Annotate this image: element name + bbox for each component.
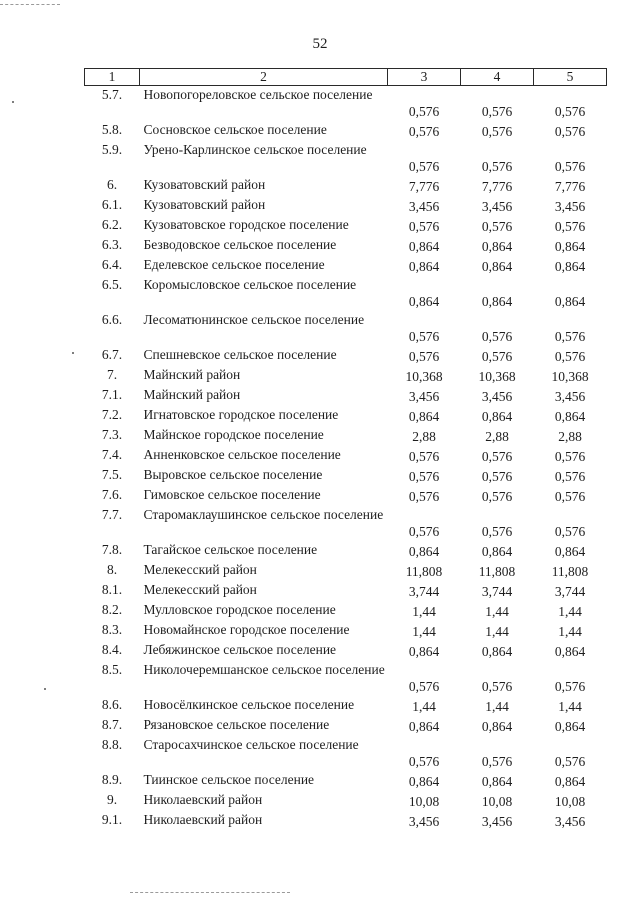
row-value-col5: 1,44 — [558, 604, 582, 619]
row-name: Майнский район — [143, 367, 241, 382]
scan-speck — [44, 688, 46, 690]
row-name: Николаевский район — [143, 792, 263, 807]
row-number: 6.2. — [101, 217, 123, 232]
row-name: Кузоватовское городское поселение — [143, 217, 349, 232]
row-name: Безводовское сельское поселение — [143, 237, 337, 252]
table-row — [85, 366, 607, 386]
row-number: 8.7. — [101, 717, 123, 732]
row-value-col4: 0,864 — [481, 719, 513, 734]
table-header-row — [85, 69, 607, 86]
row-value-col4: 0,576 — [481, 469, 513, 484]
row-value-col3: 0,576 — [408, 104, 440, 119]
table-row — [85, 696, 607, 716]
row-value-col5: 0,576 — [554, 449, 586, 464]
row-value-col3: 0,576 — [408, 524, 440, 539]
row-number: 5.9. — [101, 142, 123, 157]
row-value-col5: 3,456 — [554, 199, 586, 214]
row-value-col5: 0,864 — [554, 719, 586, 734]
row-number: 6.7. — [101, 347, 123, 362]
row-name: Николочеремшанское сельское поселение — [143, 662, 385, 677]
row-number: 8.4. — [101, 642, 123, 657]
table-body — [85, 86, 607, 832]
row-value-col3: 1,44 — [412, 604, 436, 619]
table-row — [85, 426, 607, 446]
row-number: 6.1. — [101, 197, 123, 212]
row-value-col5: 0,864 — [554, 239, 586, 254]
row-value-col4: 0,864 — [481, 409, 513, 424]
row-number: 8.2. — [101, 602, 123, 617]
row-value-col4: 0,576 — [481, 219, 513, 234]
row-value-col5: 0,576 — [554, 469, 586, 484]
row-name: Новосёлкинское сельское поселение — [143, 697, 355, 712]
row-number: 7.3. — [101, 427, 123, 442]
row-name: Игнатовское городское поселение — [143, 407, 339, 422]
table-row — [85, 256, 607, 276]
row-value-col3: 0,576 — [408, 754, 440, 769]
row-value-col3: 0,576 — [408, 329, 440, 344]
table-row — [85, 486, 607, 506]
row-name: Анненковское сельское поселение — [143, 447, 341, 462]
row-value-col3: 0,864 — [408, 409, 440, 424]
scan-speck — [12, 101, 14, 103]
row-value-col3: 1,44 — [412, 699, 436, 714]
row-value-col4: 0,576 — [481, 349, 513, 364]
table-row — [85, 791, 607, 811]
row-value-col3: 3,456 — [408, 389, 440, 404]
row-name: Лесоматюнинское сельское поселение — [143, 312, 365, 327]
row-value-col4: 0,576 — [481, 489, 513, 504]
row-value-col4: 3,456 — [481, 199, 513, 214]
row-value-col5: 10,08 — [554, 794, 586, 809]
row-name: Новомайнское городское поселение — [143, 622, 350, 637]
row-number: 6.3. — [101, 237, 123, 252]
row-number: 6.4. — [101, 257, 123, 272]
row-value-col5: 3,744 — [554, 584, 586, 599]
table-row — [85, 581, 607, 601]
row-value-col3: 7,776 — [408, 179, 440, 194]
row-number: 6.5. — [101, 277, 123, 292]
table-row — [85, 621, 607, 641]
table-row — [85, 311, 607, 346]
table-row — [85, 121, 607, 141]
row-value-col5: 3,456 — [554, 814, 586, 829]
row-value-col3: 0,864 — [408, 719, 440, 734]
row-name: Мелекесский район — [143, 562, 257, 577]
row-value-col3: 2,88 — [412, 429, 436, 444]
row-name: Мулловское городское поселение — [143, 602, 336, 617]
row-number: 7.4. — [101, 447, 123, 462]
row-value-col5: 3,456 — [554, 389, 586, 404]
table-row — [85, 736, 607, 771]
row-number: 7.1. — [101, 387, 123, 402]
row-value-col5: 0,576 — [554, 349, 586, 364]
table-row — [85, 141, 607, 176]
row-name: Кузоватовский район — [143, 197, 266, 212]
table-row — [85, 601, 607, 621]
column-header: 5 — [534, 69, 607, 86]
row-value-col3: 0,864 — [408, 644, 440, 659]
row-name: Старосахчинское сельское поселение — [143, 737, 359, 752]
row-value-col4: 0,864 — [481, 644, 513, 659]
table-row — [85, 276, 607, 311]
row-number: 8.3. — [101, 622, 123, 637]
row-number: 7.5. — [101, 467, 123, 482]
row-value-col5: 0,864 — [554, 259, 586, 274]
row-name: Коромысловское сельское поселение — [143, 277, 357, 292]
row-number: 8. — [106, 562, 118, 577]
table-row — [85, 346, 607, 366]
row-value-col3: 3,456 — [408, 814, 440, 829]
table-row — [85, 236, 607, 256]
row-value-col4: 0,576 — [481, 159, 513, 174]
row-value-col3: 0,864 — [408, 239, 440, 254]
row-value-col4: 1,44 — [485, 604, 509, 619]
table-row — [85, 506, 607, 541]
row-value-col5: 0,576 — [554, 679, 586, 694]
row-number: 9. — [106, 792, 118, 807]
row-name: Мелекесский район — [143, 582, 257, 597]
row-value-col3: 0,864 — [408, 294, 440, 309]
row-value-col3: 0,576 — [408, 124, 440, 139]
row-number: 7.8. — [101, 542, 123, 557]
row-value-col5: 0,864 — [554, 409, 586, 424]
table-row — [85, 406, 607, 426]
row-number: 8.9. — [101, 772, 123, 787]
row-value-col3: 0,576 — [408, 349, 440, 364]
row-value-col3: 0,576 — [408, 469, 440, 484]
row-value-col5: 0,864 — [554, 544, 586, 559]
row-value-col4: 1,44 — [485, 699, 509, 714]
table-row — [85, 561, 607, 581]
row-value-col5: 11,808 — [551, 564, 589, 579]
row-value-col4: 0,576 — [481, 104, 513, 119]
scan-edge-bottom — [130, 892, 290, 893]
row-name: Выровское сельское поселение — [143, 467, 323, 482]
row-value-col5: 1,44 — [558, 699, 582, 714]
row-value-col3: 0,576 — [408, 679, 440, 694]
row-name: Кузоватовский район — [143, 177, 266, 192]
row-value-col4: 0,576 — [481, 524, 513, 539]
row-value-col3: 3,744 — [408, 584, 440, 599]
table-row — [85, 541, 607, 561]
table-row — [85, 641, 607, 661]
row-value-col5: 0,576 — [554, 219, 586, 234]
row-number: 8.8. — [101, 737, 123, 752]
row-value-col3: 10,368 — [405, 369, 443, 384]
row-name: Гимовское сельское поселение — [143, 487, 321, 502]
row-value-col5: 0,576 — [554, 489, 586, 504]
row-value-col5: 2,88 — [558, 429, 582, 444]
row-value-col5: 0,864 — [554, 294, 586, 309]
column-header: 1 — [85, 69, 140, 86]
row-value-col4: 0,864 — [481, 259, 513, 274]
row-name: Тиинское сельское поселение — [143, 772, 315, 787]
row-name: Николаевский район — [143, 812, 263, 827]
row-name: Тагайское сельское поселение — [143, 542, 318, 557]
row-name: Майнский район — [143, 387, 241, 402]
row-value-col4: 0,864 — [481, 544, 513, 559]
row-name: Урено-Карлинское сельское поселение — [143, 142, 367, 157]
row-value-col4: 7,776 — [481, 179, 513, 194]
row-value-col4: 11,808 — [478, 564, 516, 579]
row-value-col4: 0,576 — [481, 449, 513, 464]
scan-edge-top — [0, 4, 60, 5]
row-value-col3: 1,44 — [412, 624, 436, 639]
row-value-col4: 10,08 — [481, 794, 513, 809]
row-value-col3: 0,576 — [408, 219, 440, 234]
row-value-col5: 7,776 — [554, 179, 586, 194]
table-row — [85, 176, 607, 196]
row-name: Рязановское сельское поселение — [143, 717, 330, 732]
row-number: 8.6. — [101, 697, 123, 712]
row-number: 7.6. — [101, 487, 123, 502]
row-value-col4: 0,576 — [481, 124, 513, 139]
row-value-col3: 0,576 — [408, 159, 440, 174]
table-row — [85, 466, 607, 486]
row-value-col3: 0,576 — [408, 489, 440, 504]
scan-speck — [72, 352, 74, 354]
row-number: 8.5. — [101, 662, 123, 677]
row-number: 5.7. — [101, 87, 123, 102]
row-value-col5: 0,576 — [554, 754, 586, 769]
table-row — [85, 811, 607, 831]
row-value-col4: 0,864 — [481, 294, 513, 309]
table-row — [85, 661, 607, 696]
page-number: 52 — [312, 36, 328, 52]
row-name: Майнское городское поселение — [143, 427, 324, 442]
row-value-col4: 0,576 — [481, 679, 513, 694]
row-value-col3: 0,864 — [408, 544, 440, 559]
column-header: 2 — [140, 69, 388, 86]
row-value-col5: 0,576 — [554, 104, 586, 119]
row-value-col4: 3,456 — [481, 814, 513, 829]
table-row — [85, 716, 607, 736]
row-value-col3: 0,864 — [408, 259, 440, 274]
row-name: Сосновское сельское поселение — [143, 122, 327, 137]
row-value-col4: 3,456 — [481, 389, 513, 404]
column-header: 4 — [461, 69, 534, 86]
row-number: 9.1. — [101, 812, 123, 827]
row-value-col5: 0,864 — [554, 774, 586, 789]
table-row — [85, 216, 607, 236]
row-value-col3: 0,576 — [408, 449, 440, 464]
row-value-col5: 0,576 — [554, 124, 586, 139]
column-header: 3 — [388, 69, 461, 86]
row-value-col4: 0,864 — [481, 774, 513, 789]
row-number: 5.8. — [101, 122, 123, 137]
row-value-col5: 1,44 — [558, 624, 582, 639]
row-number: 7. — [106, 367, 118, 382]
row-value-col4: 0,576 — [481, 329, 513, 344]
row-value-col3: 3,456 — [408, 199, 440, 214]
table-row — [85, 386, 607, 406]
row-value-col4: 10,368 — [478, 369, 516, 384]
row-value-col5: 0,576 — [554, 329, 586, 344]
row-value-col4: 0,864 — [481, 239, 513, 254]
row-name: Спешневское сельское поселение — [143, 347, 337, 362]
row-value-col5: 0,864 — [554, 644, 586, 659]
table-row — [85, 446, 607, 466]
row-number: 7.7. — [101, 507, 123, 522]
table-row — [85, 196, 607, 216]
row-value-col3: 11,808 — [405, 564, 443, 579]
row-value-col4: 0,576 — [481, 754, 513, 769]
row-value-col5: 10,368 — [551, 369, 589, 384]
row-value-col4: 2,88 — [485, 429, 509, 444]
row-value-col4: 3,744 — [481, 584, 513, 599]
row-number: 8.1. — [101, 582, 123, 597]
row-value-col3: 10,08 — [408, 794, 440, 809]
table-row — [85, 771, 607, 791]
table-row — [85, 86, 607, 122]
row-name: Лебяжинское сельское поселение — [143, 642, 337, 657]
row-value-col5: 0,576 — [554, 159, 586, 174]
row-number: 7.2. — [101, 407, 123, 422]
row-value-col3: 0,864 — [408, 774, 440, 789]
row-name: Еделевское сельское поселение — [143, 257, 325, 272]
row-value-col5: 0,576 — [554, 524, 586, 539]
row-number: 6. — [106, 177, 118, 192]
row-name: Новопогореловское сельское поселение — [143, 87, 373, 102]
row-name: Старомаклаушинское сельское поселение — [143, 507, 384, 522]
data-table — [84, 68, 607, 831]
row-number: 6.6. — [101, 312, 123, 327]
row-value-col4: 1,44 — [485, 624, 509, 639]
